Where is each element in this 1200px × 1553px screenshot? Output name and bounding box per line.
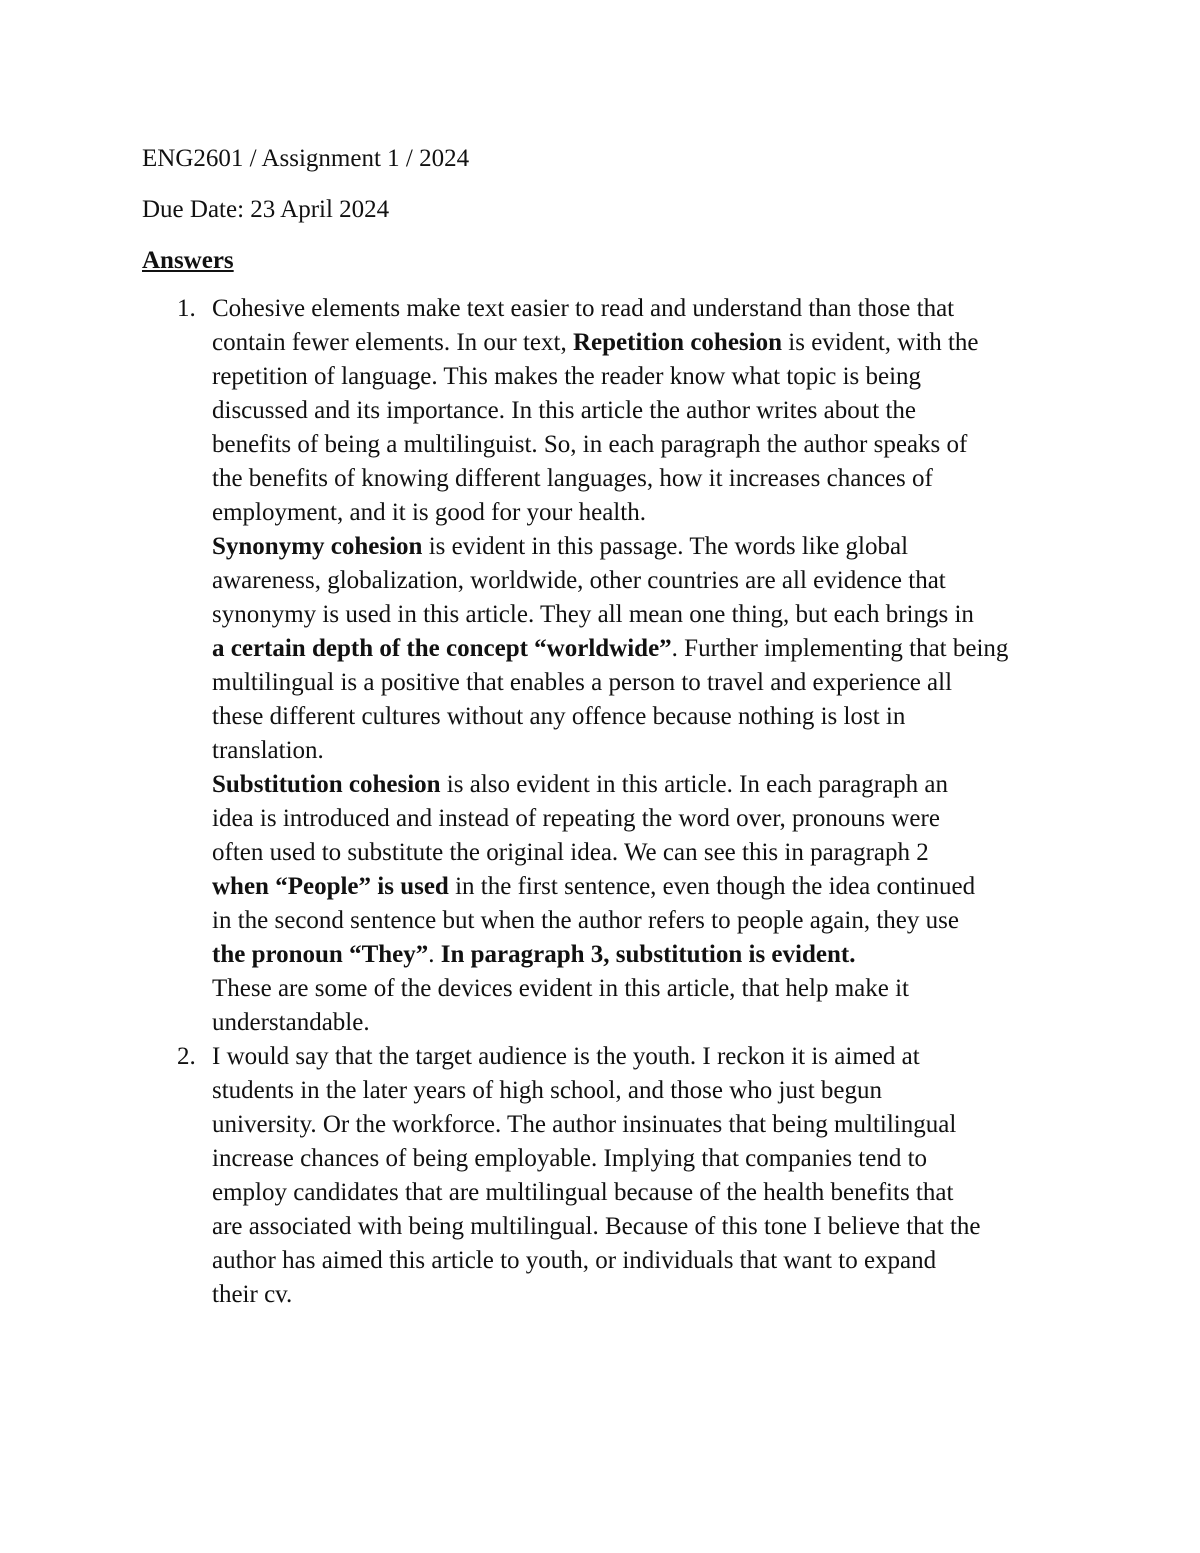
text-span: contain fewer elements. In our text,: [212, 329, 573, 356]
answer-body: [212, 292, 1072, 1040]
text-line: students in the later years of high school, and those who just begun: [212, 1077, 883, 1104]
answer-body: [212, 1040, 1072, 1312]
text-line: [212, 326, 1072, 360]
text-line: [212, 530, 1072, 564]
text-line: multilingual is a positive that enables a person to travel and experience all: [212, 669, 953, 696]
text-line: discussed and its importance. In this article the author writes about the: [212, 397, 916, 424]
text-line: I would say that the target audience is the youth. I reckon it is aimed at: [212, 1043, 920, 1070]
text-line: these different cultures without any offence because nothing is lost in: [212, 703, 906, 730]
text-line: the benefits of knowing different languages, how it increases chances of: [212, 465, 933, 492]
text-line: employment, and it is good for your health.: [212, 499, 646, 526]
bold-phrase: a certain depth of the concept “worldwide”: [212, 635, 672, 662]
text-line: [212, 938, 1072, 972]
course-line: ENG2601 / Assignment 1 / 2024: [142, 145, 470, 172]
text-span: is evident, with the: [782, 329, 979, 356]
text-line: understandable.: [212, 1009, 370, 1036]
answer-number: 2.: [177, 1043, 196, 1070]
text-line: [212, 632, 1072, 666]
answer-1: [0, 292, 1009, 1040]
bold-phrase: when “People” is used: [212, 873, 449, 900]
text-line: employ candidates that are multilingual because of the health benefits that: [212, 1179, 954, 1206]
bold-term-repetition: Repetition cohesion: [572, 329, 783, 356]
text-line: author has aimed this article to youth, or individuals that want to expand: [212, 1247, 937, 1274]
text-span: is evident in this passage. The words like global: [422, 533, 909, 560]
answer-number: 1.: [177, 295, 196, 322]
bold-term-synonymy: Synonymy cohesion: [212, 533, 423, 560]
text-line: repetition of language. This makes the reader know what topic is being: [212, 363, 922, 390]
bold-phrase: In paragraph 3, substitution is evident.: [440, 941, 856, 968]
answers-list: [0, 292, 1009, 1312]
bold-phrase: the pronoun “They”: [212, 941, 429, 968]
due-date: Due Date: 23 April 2024: [142, 196, 390, 223]
text-line: benefits of being a multilinguist. So, in each paragraph the author speaks of: [212, 431, 968, 458]
text-line: These are some of the devices evident in this article, that help make it: [212, 975, 909, 1002]
text-span: . Further implementing that being: [671, 635, 1009, 662]
answers-heading: Answers: [142, 247, 234, 274]
text-line: in the second sentence but when the author refers to people again, they use: [212, 907, 959, 934]
text-line: Cohesive elements make text easier to read and understand than those that: [212, 295, 955, 322]
answer-2: [0, 1040, 981, 1312]
text-line: awareness, globalization, worldwide, other countries are all evidence that: [212, 567, 946, 594]
text-span: in the first sentence, even though the idea continued: [448, 873, 976, 900]
text-span: .: [428, 941, 441, 968]
text-line: increase chances of being employable. Implying that companies tend to: [212, 1145, 928, 1172]
text-line: university. Or the workforce. The author insinuates that being multilingual: [212, 1111, 957, 1138]
bold-term-substitution: Substitution cohesion: [212, 771, 441, 798]
text-line: [212, 870, 1072, 904]
text-line: often used to substitute the original idea. We can see this in paragraph 2: [212, 839, 929, 866]
text-line: [212, 768, 1072, 802]
text-line: their cv.: [212, 1281, 293, 1308]
text-line: synonymy is used in this article. They all mean one thing, but each brings in: [212, 601, 974, 628]
text-line: idea is introduced and instead of repeating the word over, pronouns were: [212, 805, 940, 832]
text-line: translation.: [212, 737, 324, 764]
text-line: are associated with being multilingual. Because of this tone I believe that the: [212, 1213, 981, 1240]
text-span: is also evident in this article. In each paragraph an: [440, 771, 948, 798]
